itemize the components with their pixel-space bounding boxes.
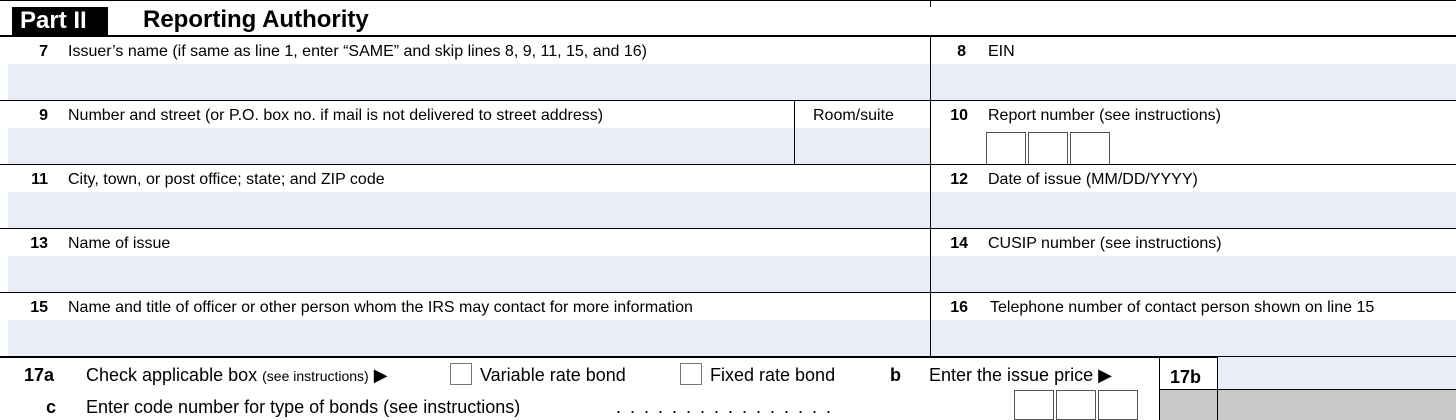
line-7-number: 7 [39,43,48,60]
city-input[interactable] [8,192,930,228]
issue-price-input[interactable] [1218,357,1456,389]
row-13-rule [0,292,1456,293]
telephone-field[interactable] [931,320,1456,356]
part-header-rule [0,35,1456,37]
part-badge: Part II [12,7,108,35]
issue-price-field[interactable] [1218,357,1456,389]
fixed-rate-checkbox[interactable] [680,363,702,385]
line-17a-hint: (see instructions) [262,368,369,384]
name-of-issue-input[interactable] [8,256,930,292]
city-field[interactable] [8,192,930,228]
top-divider [930,0,931,7]
report-number-box-1[interactable] [986,132,1026,165]
line-17c-leader-dots: . . . . . . . . . . . . . . . . [616,397,834,417]
line-17b-letter: b [890,365,901,385]
line-9-number: 9 [39,107,48,124]
room-divider [794,101,795,165]
contact-person-field[interactable] [8,320,930,356]
date-of-issue-field[interactable] [931,192,1456,228]
bond-code-box-1[interactable] [1014,390,1054,420]
telephone-input[interactable] [931,320,1456,356]
line-8-number: 8 [957,43,966,60]
line-17a-arrow: ▶ [373,365,388,385]
line-16-label: Telephone number of contact person shown on line 15 [990,299,1375,316]
date-of-issue-input[interactable] [931,192,1456,228]
shaded-cell-left [1160,390,1217,420]
ein-field[interactable] [931,64,1456,100]
room-suite-field[interactable] [795,128,930,164]
line-17b-label: Enter the issue price [929,365,1094,385]
line-16-number: 16 [950,299,968,316]
shaded-cell-right [1218,390,1456,420]
issuer-name-field[interactable] [8,64,930,100]
line-11-number: 11 [31,171,48,188]
line-9-label: Number and street (or P.O. box no. if mail is not delivered to street address) [68,107,604,124]
name-of-issue-field[interactable] [8,256,930,292]
row-11-rule [0,228,1456,229]
line-17a-label: Check applicable box [86,365,258,385]
line-13-number: 13 [30,235,48,252]
street-field[interactable] [8,128,794,164]
line-17b-label-group [929,364,1112,386]
part-title: Reporting Authority [143,6,369,33]
report-number-box-2[interactable] [1028,132,1068,165]
line-17c-letter: c [46,397,57,417]
line-10-label: Report number (see instructions) [988,107,1221,124]
line-14-label: CUSIP number (see instructions) [988,235,1222,252]
line-7-label: Issuer’s name (if same as line 1, enter “SAME” and skip lines 8, 9, 11, 15, and 16) [68,43,647,60]
cusip-field[interactable] [931,256,1456,292]
bond-code-box-3[interactable] [1098,390,1138,420]
row-9-rule [0,164,1456,165]
variable-rate-label: Variable rate bond [480,365,626,385]
line-11-label: City, town, or post office; state; and ZIP code [68,171,385,188]
top-rule [0,0,1456,1]
part-header [0,0,1456,36]
box-17b-label: 17b [1170,367,1202,387]
line-17a-label-group [86,364,388,387]
street-input[interactable] [8,128,794,164]
line-17a-number: 17a [24,365,55,385]
cusip-input[interactable] [931,256,1456,292]
line-8-label: EIN [988,43,1015,60]
room-suite-input[interactable] [795,128,930,164]
variable-rate-checkbox[interactable] [450,363,472,385]
column-divider [930,36,931,357]
issuer-name-input[interactable] [8,64,930,100]
line-17b-arrow: ▶ [1098,365,1112,385]
report-number-box-3[interactable] [1070,132,1110,165]
room-suite-label: Room/suite [813,107,894,124]
line-15-label: Name and title of officer or other person whom the IRS may contact for more information [68,299,693,316]
row-7-rule [0,100,1456,101]
line-15-number: 15 [30,299,48,316]
line-17c-label: Enter code number for type of bonds (see instructions) [86,397,521,417]
line-12-label: Date of issue (MM/DD/YYYY) [988,171,1198,188]
line-12-number: 12 [950,171,968,188]
bond-code-box-2[interactable] [1056,390,1096,420]
contact-person-input[interactable] [8,320,930,356]
line-13-label: Name of issue [68,235,171,252]
line-14-number: 14 [950,235,968,252]
line-10-number: 10 [950,107,968,124]
fixed-rate-label: Fixed rate bond [710,365,836,385]
ein-input[interactable] [931,64,1456,100]
